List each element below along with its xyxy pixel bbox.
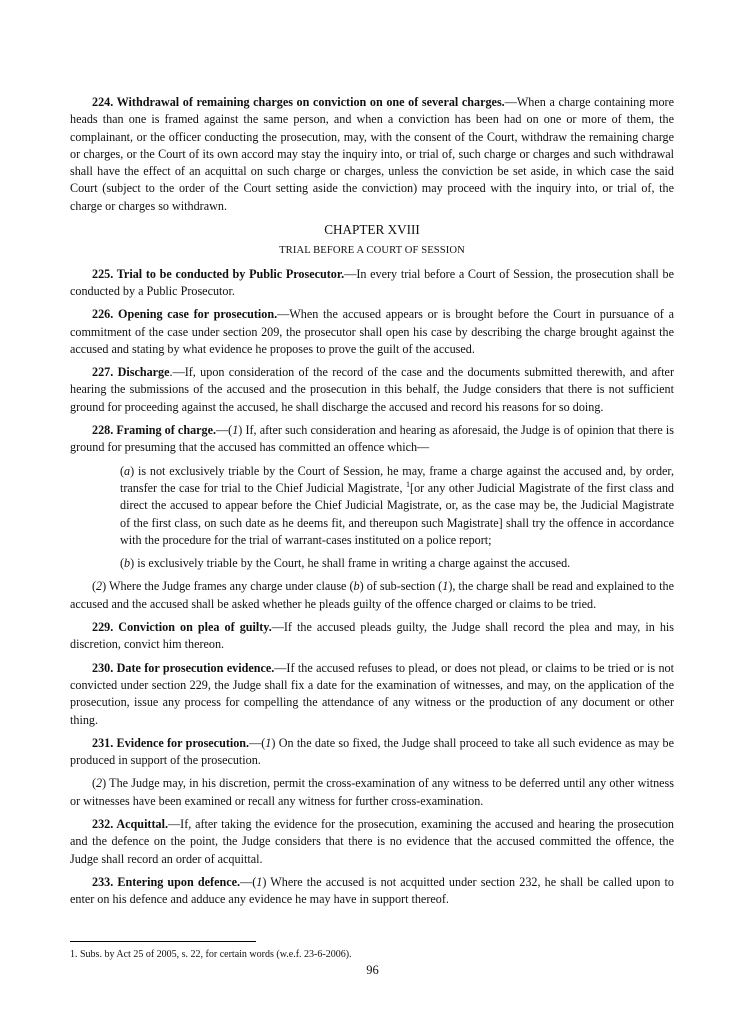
section-heading: 225. Trial to be conducted by Public Prosecutor. (92, 266, 345, 281)
section-228-subsection-2: (2) Where the Judge frames any charge under clause (b) of sub-section (1), the charge shall be read and explained to the accused and the accused shall be asked whether he pleads guilty of the offence charged or claims to be tried. (70, 579, 674, 611)
section-text: —When the accused appears or is brought before the Court in pursuance of a commitment of the case under section 209, the prosecutor shall open his case by describing the charge brought against the accused and stating by what evidence he proposes to prove the guilt of the accused. (70, 307, 674, 356)
clause-b: (b) is exclusively triable by the Court, he shall frame in writing a charge against the accused. (120, 556, 571, 571)
section-text: .—If, upon consideration of the record of the case and the documents submitted therewith, and after hearing the submissions of the accused and the prosecution in this behalf, the Judge considers that there is not sufficient ground for proceeding against the accused, he shall discharge the accused and record his reasons for so doing. (70, 365, 674, 414)
section-text: —When a charge containing more heads than one is framed against the same person, and when a conviction has been had on one or more of them, the complainant, or the officer conducting the prosecution, may, with the consent of the Court, withdraw the remaining charge or charges, or the Court of its own accord may stay the inquiry into, or trial of, such charge or charges and such withdrawal shall have the effect of an acquittal on such charge or charges, unless the conviction be set aside, in which case the said Court (subject to the order of the Court setting aside the conviction) may proceed with the inquiry into, or trial of, the charge or charges so withdrawn. (70, 95, 674, 213)
section-text: ) If, after such consideration and hearing as aforesaid, the Judge is of opinion that there is ground for presuming that the accused has committed an offence which— (70, 423, 674, 455)
section-229 (70, 619, 674, 654)
chapter-subtitle: TRIAL BEFORE A COURT OF SESSION (279, 245, 465, 257)
section-text: ) Where the accused is not acquitted under section 232, he shall be called upon to enter on his defence and adduce any evidence he may have in support thereof. (70, 874, 674, 907)
section-225 (70, 266, 674, 301)
section-224 (70, 94, 674, 215)
footnote-ref: 1 (406, 479, 411, 489)
section-233: 233. Entering upon defence.—(1) Where the accused is not acquitted under section 232, he shall be called upon to enter on his defence and adduce any evidence he may have in support thereof. (70, 874, 674, 907)
section-heading: 224. Withdrawal of remaining charges on conviction on one of several charges. (92, 95, 505, 109)
section-heading: 227. Discharge (92, 365, 170, 380)
chapter-title: CHAPTER XVIII (324, 222, 420, 238)
section-heading: 230. Date for prosecution evidence. (92, 660, 275, 675)
section-226 (70, 306, 674, 358)
section-text: ) On the date so fixed, the Judge shall proceed to take all such evidence as may be produced in support of the prosecution. (70, 735, 674, 768)
section-text: —If the accused pleads guilty, the Judge shall record the plea and may, in his discretion, convict him thereon. (70, 620, 674, 652)
section-heading: 232. Acquittal. (92, 816, 169, 831)
section-heading: 229. Conviction on plea of guilty. (92, 620, 272, 635)
section-text: —If the accused refuses to plead, or does not plead, or claims to be tried or is not convicted under section 229, the Judge shall fix a date for the examination of witnesses, and may, on the application of the prosecution, issue any process for compelling the attendance of any witness or the production of any document or other thing. (70, 660, 674, 727)
clause-a: (a) is not exclusively triable by the Court of Session, he may, frame a charge against the accused and, by order, transfer the case for trial to the Chief Judicial Magistrate, $^1$[or any other Judicial Magistrate of the first class and direct the accused to appear before the Chief Judicial Magistrate, or, as the case may be, the Judicial Magistrate of the first class, on such date as he deems fit, and thereupon such Magistrate] shall try the offence in accordance with the procedure for the trial of warrant-cases instituted on a police report; (120, 463, 674, 547)
section-heading: 231. Evidence for prosecution. (92, 735, 250, 750)
section-228: 228. Framing of charge.—(1) If, after such consideration and hearing as aforesaid, the Judge is of opinion that there is ground for presuming that the accused has committed an offence which— (70, 423, 674, 455)
section-text: —In every trial before a Court of Session, the prosecution shall be conducted by a Public Prosecutor. (70, 266, 674, 298)
section-text: —If, after taking the evidence for the prosecution, examining the accused and hearing the prosecution and the defence on the point, the Judge considers that there is no evidence that the accused committed the offence, the Judge shall record an order of acquittal. (70, 816, 674, 866)
footnote-divider (70, 941, 256, 942)
section-231-subsection-2: (2) The Judge may, in his discretion, permit the cross-examination of any witness to be deferred until any other witness or witnesses have been examined or recall any witness for further cross-examination. (70, 776, 674, 808)
section-heading: 233. Entering upon defence. (92, 874, 241, 889)
section-230 (70, 660, 674, 729)
section-232 (70, 816, 674, 868)
section-heading: 228. Framing of charge. (92, 423, 217, 438)
page-number: 96 (366, 963, 379, 977)
footnote: 1. Subs. by Act 25 of 2005, s. 22, for certain words (w.e.f. 23-6-2006). (70, 949, 352, 960)
section-heading: 226. Opening case for prosecution. (92, 307, 278, 322)
section-231: 231. Evidence for prosecution.—(1) On the date so fixed, the Judge shall proceed to take all such evidence as may be produced in support of the prosecution. (70, 735, 674, 768)
section-227 (70, 364, 674, 416)
document-page (70, 94, 674, 914)
